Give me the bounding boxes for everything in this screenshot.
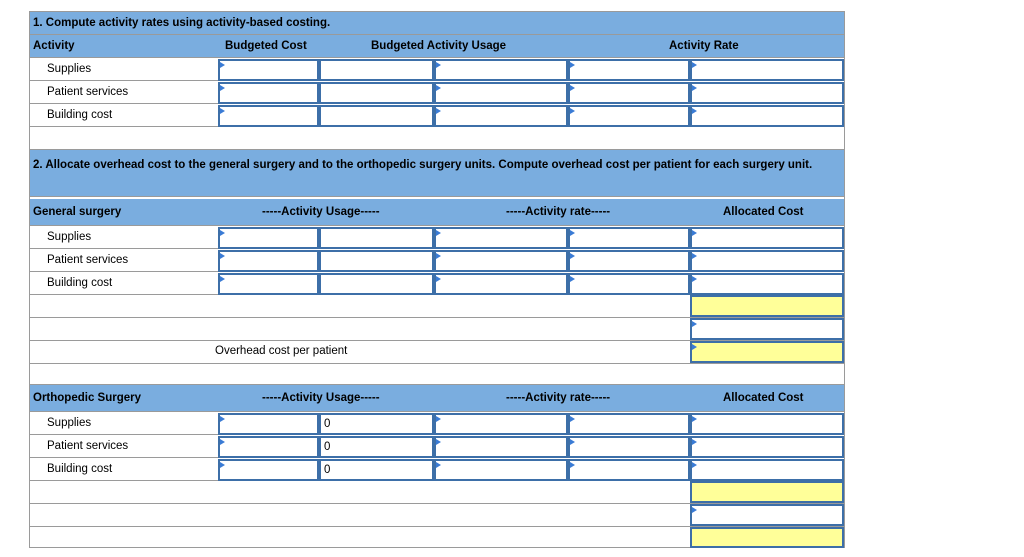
- allocated-cost-input[interactable]: [690, 459, 844, 481]
- overhead-cost-per-patient-label: Overhead cost per patient: [215, 345, 348, 357]
- rate-input[interactable]: [434, 459, 568, 481]
- usage-input[interactable]: [218, 250, 319, 272]
- dropdown-marker-icon: [692, 108, 697, 114]
- row-label-building-cost: Building cost: [47, 109, 113, 121]
- dropdown-marker-icon: [220, 85, 225, 91]
- dropdown-marker-icon: [220, 108, 225, 114]
- dropdown-marker-icon: [692, 462, 697, 468]
- activity-unit-input[interactable]: [434, 82, 568, 104]
- budgeted-cost-input[interactable]: [218, 105, 319, 127]
- dropdown-marker-icon: [570, 62, 575, 68]
- row-label-supplies: Supplies: [47, 63, 92, 75]
- dropdown-marker-icon: [436, 230, 441, 236]
- dropdown-marker-icon: [570, 253, 575, 259]
- part2-title: 2. Allocate overhead cost to the general surgery and to the orthopedic surgery units. Compute overhead cost per patient for each surgery unit.: [33, 159, 813, 171]
- part1-title-row: [30, 12, 844, 35]
- row-label-supplies: Supplies: [47, 231, 92, 243]
- usage-input[interactable]: [218, 413, 319, 435]
- usage-unit-input[interactable]: [319, 413, 434, 435]
- overhead-row: [30, 341, 844, 364]
- dropdown-marker-icon: [692, 62, 697, 68]
- dropdown-marker-icon: [220, 439, 225, 445]
- rate-unit-input[interactable]: [568, 250, 690, 272]
- ortho-usage-header: -----Activity Usage-----: [262, 392, 380, 404]
- rate-input[interactable]: [568, 59, 690, 81]
- rate-unit-input[interactable]: [690, 59, 844, 81]
- dropdown-marker-icon: [436, 416, 441, 422]
- allocated-cost-input[interactable]: [690, 250, 844, 272]
- rate-input[interactable]: [434, 413, 568, 435]
- header-activity: Activity: [33, 40, 75, 52]
- rate-unit-input[interactable]: [568, 436, 690, 458]
- dropdown-marker-icon: [570, 462, 575, 468]
- dropdown-marker-icon: [220, 253, 225, 259]
- usage-unit-input[interactable]: [319, 273, 434, 295]
- rate-unit-input[interactable]: [568, 227, 690, 249]
- ortho-rate-header: -----Activity rate-----: [506, 392, 611, 404]
- dropdown-marker-icon: [220, 416, 225, 422]
- total-allocated-cost-input[interactable]: [690, 295, 844, 317]
- table-row: [30, 226, 844, 249]
- activity-unit-input[interactable]: [434, 59, 568, 81]
- part2-title-row: [30, 150, 844, 197]
- dropdown-marker-icon: [692, 253, 697, 259]
- rate-unit-input[interactable]: [568, 413, 690, 435]
- table-row: [30, 104, 844, 127]
- dropdown-marker-icon: [692, 344, 697, 350]
- budgeted-cost-input[interactable]: [218, 59, 319, 81]
- usage-unit-input[interactable]: [319, 227, 434, 249]
- rate-input[interactable]: [434, 227, 568, 249]
- rate-input[interactable]: [568, 82, 690, 104]
- usage-value: 0: [324, 418, 331, 430]
- total-row: [30, 481, 844, 504]
- number-of-patients-input[interactable]: [690, 318, 844, 340]
- spacer-row: [30, 364, 844, 385]
- dropdown-marker-icon: [436, 253, 441, 259]
- budgeted-cost-input[interactable]: [218, 82, 319, 104]
- budgeted-usage-input[interactable]: [319, 59, 434, 81]
- dropdown-marker-icon: [220, 62, 225, 68]
- dropdown-marker-icon: [570, 230, 575, 236]
- allocated-cost-input[interactable]: [690, 413, 844, 435]
- overhead-row: [30, 527, 844, 548]
- total-allocated-cost-input[interactable]: [690, 481, 844, 503]
- allocated-cost-input[interactable]: [690, 436, 844, 458]
- ortho-header-row: [30, 385, 844, 412]
- usage-unit-input[interactable]: [319, 459, 434, 481]
- general-surgery-heading: General surgery: [33, 206, 122, 218]
- dropdown-marker-icon: [220, 230, 225, 236]
- table-row: [30, 458, 844, 481]
- usage-value: 0: [324, 441, 331, 453]
- table-row: [30, 58, 844, 81]
- allocated-cost-input[interactable]: [690, 227, 844, 249]
- rate-input[interactable]: [434, 273, 568, 295]
- header-budgeted-usage: Budgeted Activity Usage: [371, 40, 507, 52]
- dropdown-marker-icon: [436, 62, 441, 68]
- row-label-building-cost: Building cost: [47, 277, 113, 289]
- worksheet: [29, 11, 845, 548]
- dropdown-marker-icon: [436, 462, 441, 468]
- row-label-building-cost: Building cost: [47, 463, 113, 475]
- row-label-patient-services: Patient services: [47, 254, 129, 266]
- table-row: [30, 249, 844, 272]
- total-row: [30, 295, 844, 318]
- dropdown-marker-icon: [692, 85, 697, 91]
- overhead-cost-per-patient-input[interactable]: [690, 341, 844, 363]
- rate-unit-input[interactable]: [568, 459, 690, 481]
- ortho-allocated-header: Allocated Cost: [723, 392, 804, 404]
- general-header-row: [30, 199, 844, 226]
- dropdown-marker-icon: [570, 439, 575, 445]
- usage-input[interactable]: [218, 273, 319, 295]
- rate-input[interactable]: [434, 250, 568, 272]
- dropdown-marker-icon: [220, 276, 225, 282]
- general-rate-header: -----Activity rate-----: [506, 206, 611, 218]
- row-label-patient-services: Patient services: [47, 86, 129, 98]
- dropdown-marker-icon: [692, 439, 697, 445]
- dropdown-marker-icon: [570, 85, 575, 91]
- dropdown-marker-icon: [570, 416, 575, 422]
- usage-unit-input[interactable]: [319, 436, 434, 458]
- part1-title: 1. Compute activity rates using activity-based costing.: [33, 17, 331, 29]
- general-allocated-header: Allocated Cost: [723, 206, 804, 218]
- allocated-cost-input[interactable]: [690, 273, 844, 295]
- dropdown-marker-icon: [692, 230, 697, 236]
- dropdown-marker-icon: [692, 507, 697, 513]
- dropdown-marker-icon: [436, 85, 441, 91]
- rate-unit-input[interactable]: [690, 105, 844, 127]
- dropdown-marker-icon: [692, 276, 697, 282]
- orthopedic-surgery-heading: Orthopedic Surgery: [33, 392, 141, 404]
- budgeted-usage-input[interactable]: [319, 105, 434, 127]
- table-row: [30, 412, 844, 435]
- dropdown-marker-icon: [220, 462, 225, 468]
- dropdown-marker-icon: [570, 276, 575, 282]
- number-of-patients-input[interactable]: [690, 504, 844, 526]
- usage-unit-input[interactable]: [319, 250, 434, 272]
- header-activity-rate: Activity Rate: [669, 40, 739, 52]
- activity-unit-input[interactable]: [434, 105, 568, 127]
- overhead-cost-per-patient-input[interactable]: [690, 527, 844, 548]
- table-row: [30, 272, 844, 295]
- budgeted-usage-input[interactable]: [319, 82, 434, 104]
- usage-input[interactable]: [218, 436, 319, 458]
- rate-input[interactable]: [568, 105, 690, 127]
- patients-row: [30, 504, 844, 527]
- table-row: [30, 81, 844, 104]
- dropdown-marker-icon: [692, 321, 697, 327]
- dropdown-marker-icon: [570, 108, 575, 114]
- rate-unit-input[interactable]: [690, 82, 844, 104]
- table-row: [30, 435, 844, 458]
- row-label-patient-services: Patient services: [47, 440, 129, 452]
- rate-input[interactable]: [434, 436, 568, 458]
- usage-input[interactable]: [218, 459, 319, 481]
- row-label-supplies: Supplies: [47, 417, 92, 429]
- dropdown-marker-icon: [692, 416, 697, 422]
- header-budgeted-cost: Budgeted Cost: [225, 40, 307, 52]
- rate-unit-input[interactable]: [568, 273, 690, 295]
- usage-value: 0: [324, 464, 331, 476]
- dropdown-marker-icon: [436, 276, 441, 282]
- part1-header-row: [30, 35, 844, 58]
- dropdown-marker-icon: [436, 108, 441, 114]
- usage-input[interactable]: [218, 227, 319, 249]
- dropdown-marker-icon: [436, 439, 441, 445]
- general-usage-header: -----Activity Usage-----: [262, 206, 380, 218]
- patients-row: [30, 318, 844, 341]
- spacer-row: [30, 127, 844, 150]
